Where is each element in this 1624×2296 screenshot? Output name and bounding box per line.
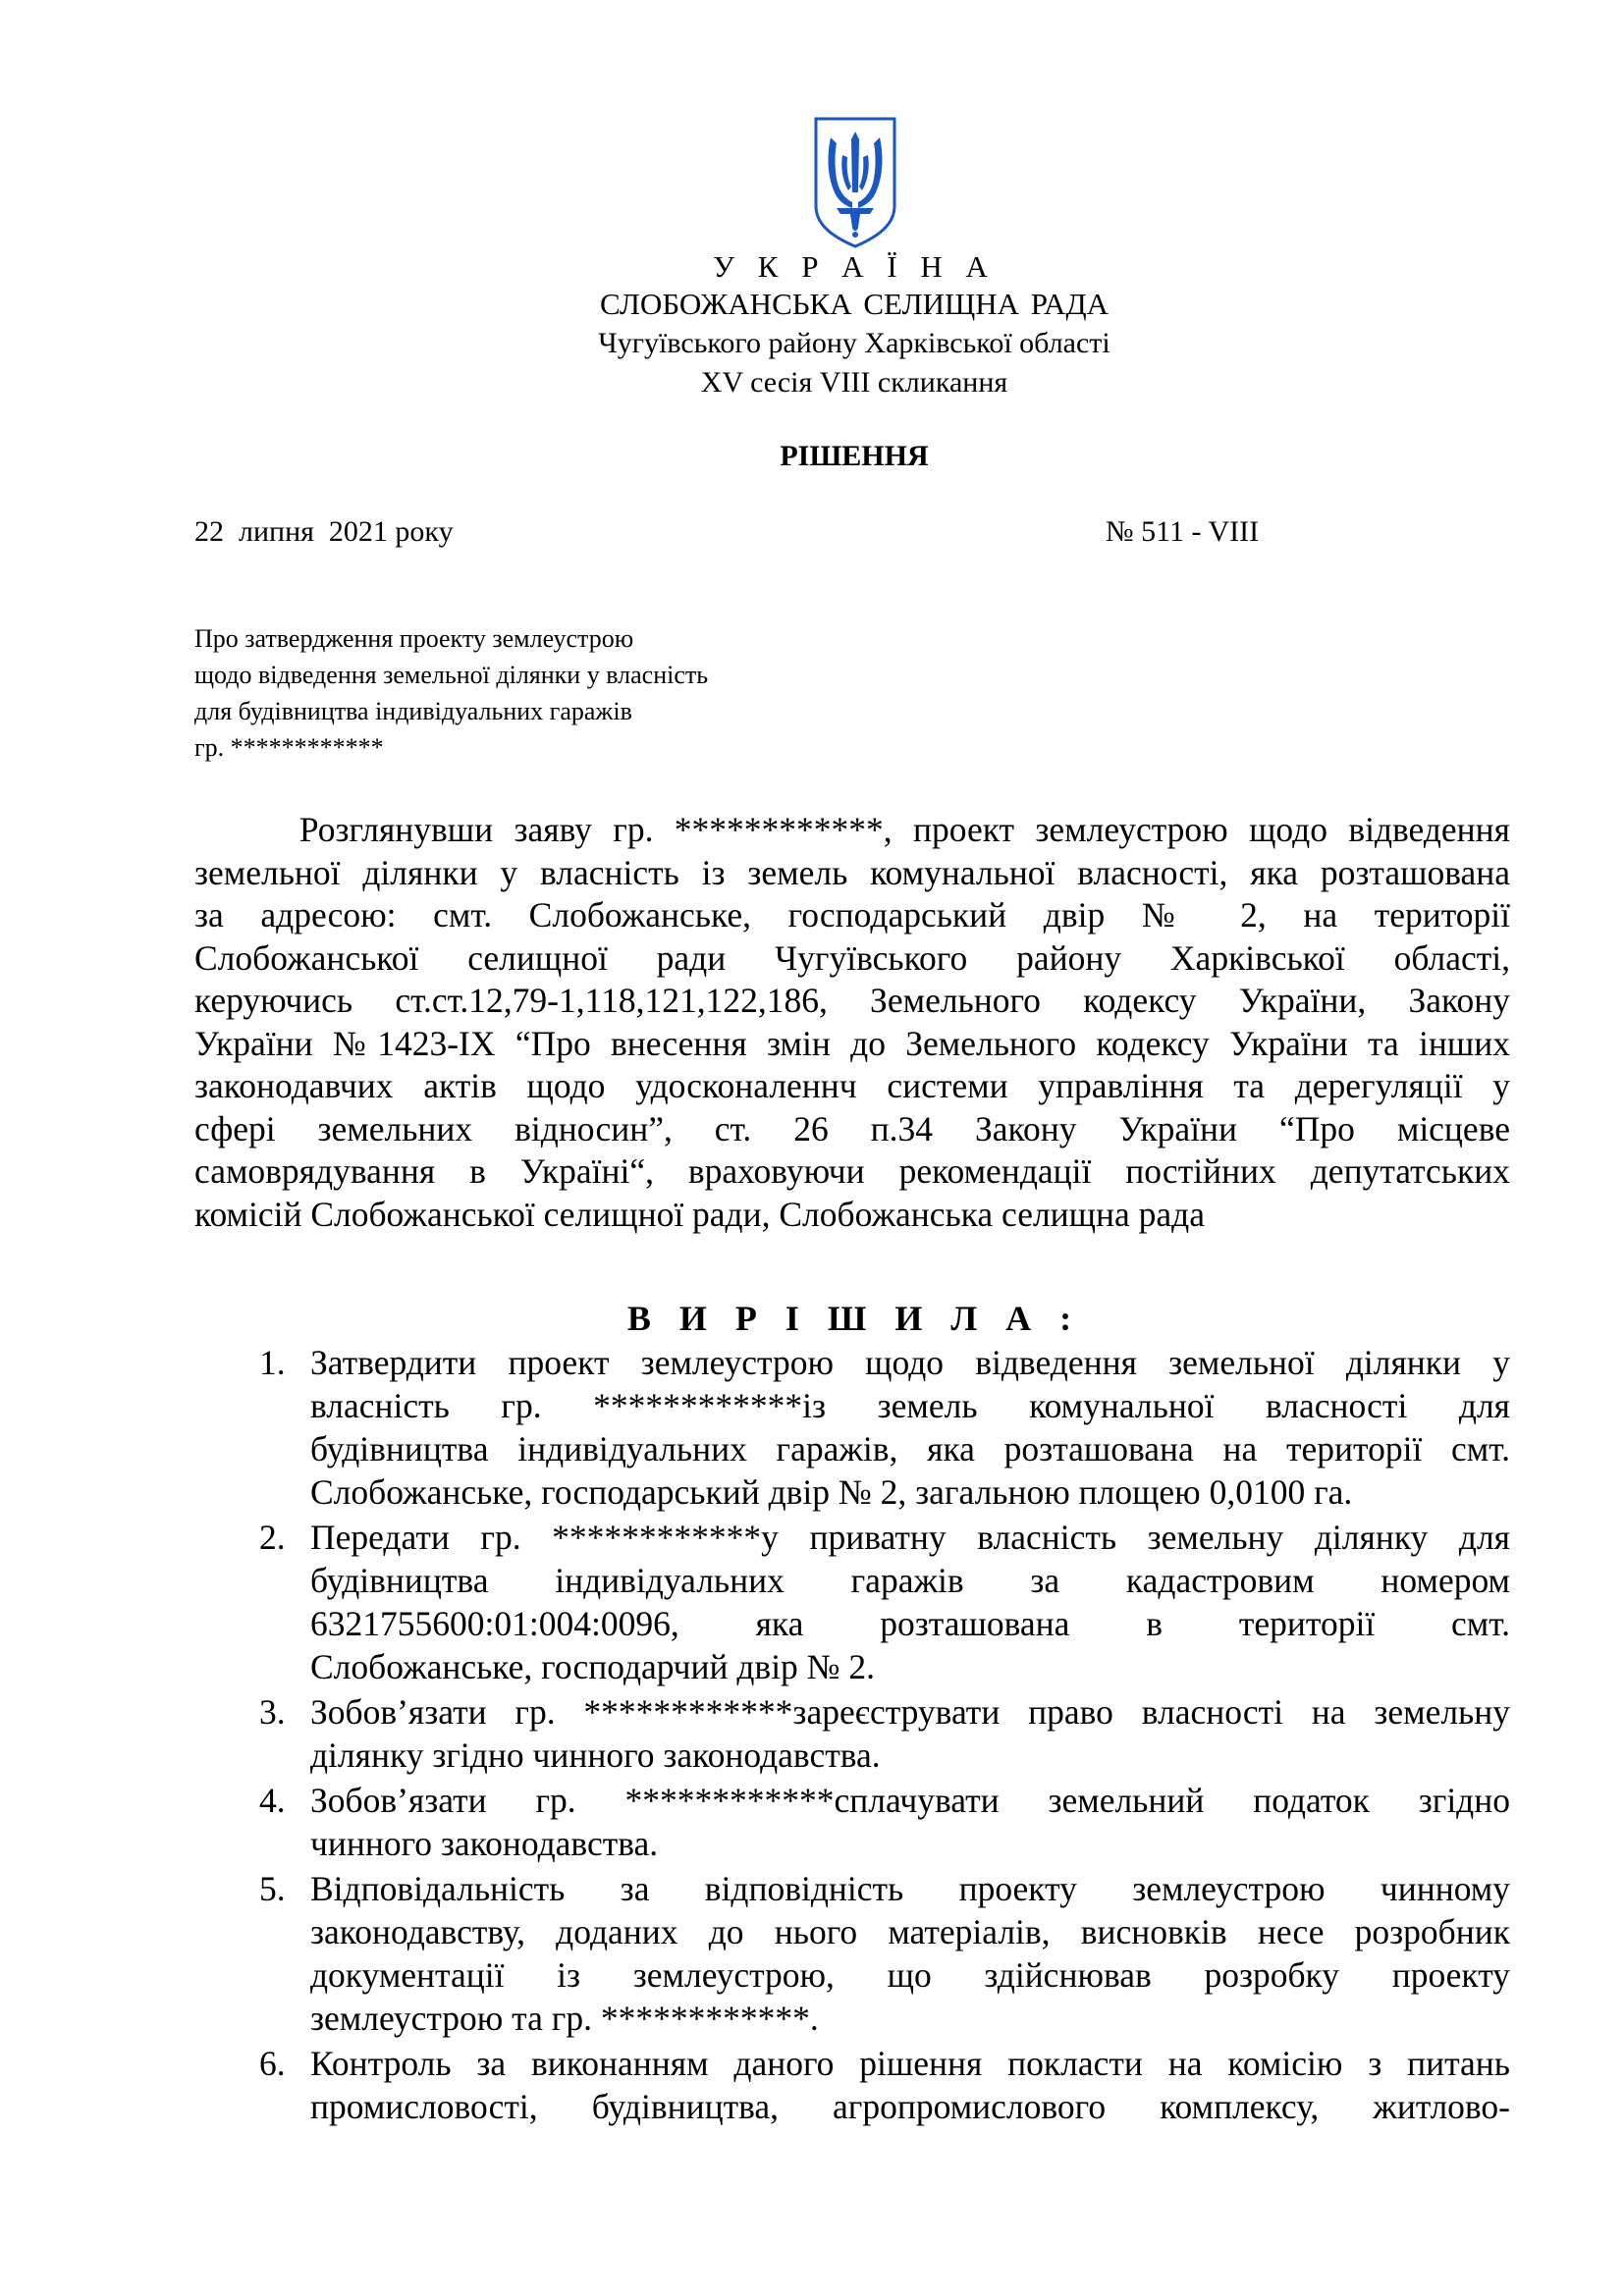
- resolution-item-5: [194, 1867, 1510, 2040]
- preamble-line: Слобожанської селищної ради Чугуївського району Харківської області,: [194, 937, 1510, 978]
- item-line: Відповідальність за відповідність проекту землеустрою чинному: [310, 1869, 1510, 1908]
- preamble-line: законодавчих актів щодо удосконаленнч системи управління та дерегуляції у: [194, 1066, 1510, 1105]
- item-line: 6321755600:01:004:0096, яка розташована в території смт.: [310, 1604, 1510, 1643]
- item-number: 1.: [259, 1343, 286, 1382]
- subject-line: для будівництва індивідуальних гаражів: [194, 697, 632, 725]
- item-line: будівництва індивідуальних гаражів за кадастровим номером: [310, 1561, 1510, 1600]
- item-line: Контроль за виконанням даного рішення покласти на комісію з питань: [310, 2044, 1510, 2083]
- preamble-line: Розглянувши заяву гр. ************, проект землеустрою щодо відведення: [194, 810, 1510, 849]
- item-line: законодавству, доданих до нього матеріалів, висновків несе розробник: [310, 1912, 1510, 1951]
- subject-line: гр. ************: [194, 733, 384, 762]
- item-line: Затвердити проект землеустрою щодо відведення земельної ділянки у: [310, 1343, 1510, 1382]
- preamble-line: земельної ділянки у власність із земель комунальної власності, яка розташована: [194, 852, 1510, 892]
- resolution-item-4: [194, 1779, 1510, 1865]
- item-line: ділянку згідно чинного законодавства.: [310, 1735, 881, 1775]
- item-line: Слобожанське, господарчий двір № 2.: [310, 1647, 876, 1686]
- preamble-line: України №1423-IX “Про внесення змін до Земельного кодексу України та інших: [194, 1023, 1510, 1063]
- resolved-heading: В И Р І Ш И Л А :: [626, 1299, 1082, 1338]
- district-name: Чугуївського району Харківської області: [598, 327, 1110, 359]
- council-name: СЛОБОЖАНСЬКА СЕЛИЩНА РАДА: [600, 287, 1109, 321]
- resolution-item-6: [194, 2042, 1510, 2128]
- item-number: 6.: [259, 2044, 286, 2083]
- item-number: 4.: [259, 1781, 286, 1820]
- preamble-line: за адресою: смт. Слобожанське, господарський двір № 2, на території: [194, 895, 1510, 934]
- session-info: XV сесія VIII скликання: [700, 366, 1008, 399]
- resolution-item-2: [194, 1516, 1510, 1688]
- preamble-paragraph: [194, 809, 1510, 1236]
- resolution-item-1: [194, 1341, 1510, 1514]
- item-line: Слобожанське, господарський двір № 2, загальною площею 0,0100 га.: [310, 1472, 1353, 1512]
- item-number: 2.: [259, 1518, 286, 1557]
- item-line: власність гр. ************із земель комунальної власності для: [310, 1386, 1510, 1425]
- country-heading: У К Р А Ї Н А: [713, 249, 996, 284]
- item-line: землеустрою та гр. ************.: [310, 1999, 819, 2038]
- item-line: документації із землеустрою, що здійснював розробку проекту: [310, 1955, 1510, 1995]
- preamble-line: сфері земельних відносин”, ст. 26 п.34 Закону України “Про місцеве: [194, 1108, 1510, 1148]
- item-line: чинного законодавства.: [310, 1824, 659, 1863]
- decision-title: РІШЕННЯ: [780, 440, 929, 472]
- coat-of-arms-icon: [813, 116, 897, 249]
- resolution-items: [194, 1341, 1510, 2128]
- item-line: Зобов’язати гр. ************сплачувати земельний податок згідно: [310, 1781, 1510, 1820]
- resolution-item-3: [194, 1690, 1510, 1777]
- item-line: Передати гр. ************у приватну власність земельну ділянку для: [310, 1518, 1510, 1557]
- subject-line: Про затвердження проекту землеустрою: [194, 624, 634, 653]
- item-number: 5.: [259, 1869, 286, 1908]
- preamble-line: комісій Слобожанської селищної ради, Слобожанська селищна рада: [194, 1194, 1205, 1234]
- preamble-line: самоврядування в Україні“, враховуючи рекомендації постійних депутатських: [194, 1151, 1510, 1191]
- subject-line: щодо відведення земельної ділянки у власність: [194, 661, 709, 689]
- item-line: будівництва індивідуальних гаражів, яка розташована на території смт.: [310, 1429, 1510, 1468]
- item-line: промисловості, будівництва, агропромислового комплексу, житлово-: [310, 2087, 1510, 2126]
- item-number: 3.: [259, 1692, 286, 1732]
- decision-number: № 511 - VIII: [1106, 515, 1260, 548]
- decision-date: 22 липня 2021 року: [194, 515, 454, 548]
- item-line: Зобов’язати гр. ************зареєструвати право власності на земельну: [310, 1692, 1510, 1732]
- preamble-line: керуючись ст.ст.12,79-1,118,121,122,186, Земельного кодексу України, Закону: [194, 981, 1510, 1020]
- decision-subject: [194, 620, 882, 766]
